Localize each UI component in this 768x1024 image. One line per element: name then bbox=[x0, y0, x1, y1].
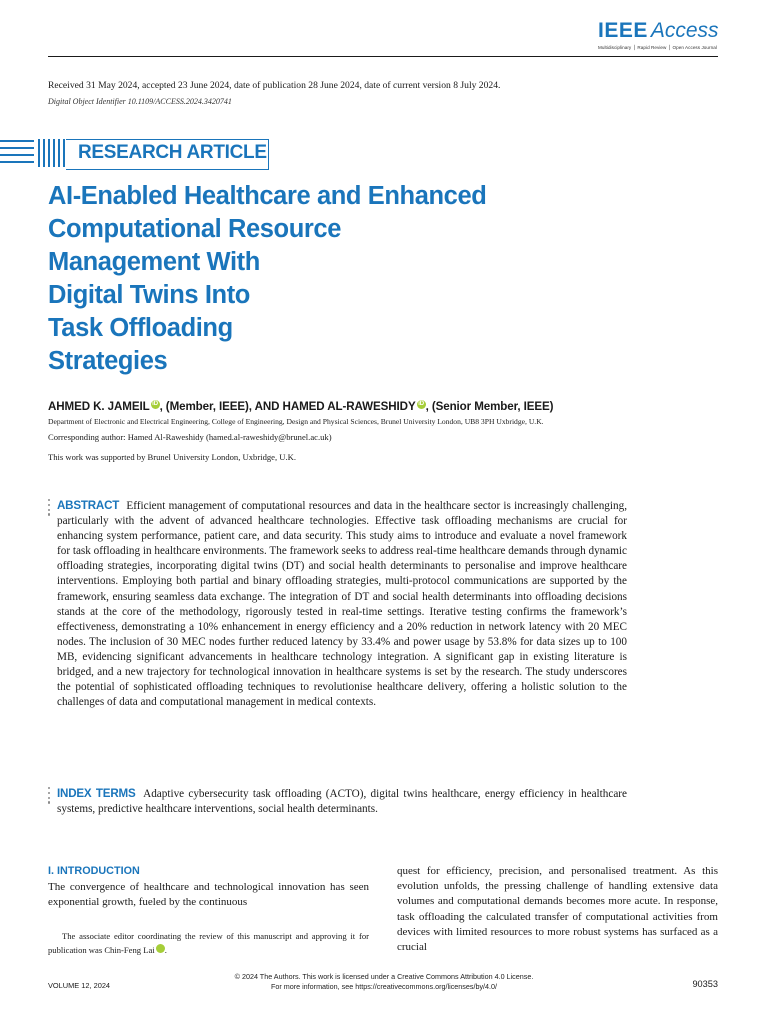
page-number: 90353 bbox=[692, 979, 718, 989]
corresponding-author: Corresponding author: Hamed Al-Raweshidy (hamed.al-raweshidy@brunel.ac.uk) bbox=[48, 432, 332, 442]
title-line: Management With bbox=[48, 248, 260, 276]
orcid-icon[interactable]: iD bbox=[418, 401, 424, 408]
author-list bbox=[48, 400, 553, 413]
license-link[interactable]: For more information, see https://creativecommons.org/licenses/by/4.0/ bbox=[270, 981, 498, 991]
section-heading: I. INTRODUCTION bbox=[48, 865, 140, 877]
article-type-label: RESEARCH ARTICLE bbox=[78, 142, 267, 163]
editor-footnote: The associate editor coordinating the review of this manuscript and approving it for publication was Chin-Feng Lai iD. bbox=[48, 931, 369, 955]
index-terms-dots bbox=[48, 787, 52, 806]
received-dates: Received 31 May 2024, accepted 23 June 2024, date of publication 28 June 2024, date of current version 8 July 2024. bbox=[48, 80, 501, 91]
banner-stripes bbox=[0, 139, 70, 169]
volume-label: VOLUME 12, 2024 bbox=[48, 981, 111, 990]
license-line: © 2024 The Authors. This work is licensed under a Creative Commons Attribution 4.0 License. bbox=[234, 972, 534, 981]
logo-product: Access bbox=[650, 19, 719, 42]
title-line: Task Offloading bbox=[48, 314, 233, 342]
author-name: AHMED K. JAMEIL bbox=[48, 400, 150, 413]
abstract bbox=[57, 498, 627, 710]
index-terms bbox=[57, 786, 627, 817]
title-line: Digital Twins Into bbox=[48, 281, 250, 309]
intro-column-right: quest for efficiency, precision, and personalised treatment. As this evolution unfolds, the pressing challenge of handling extensive data volumes and computational demands becomes more acute. In response, task offloading the calculated transfer of computational activities from devices with limited resources to more robust systems has surfaced as a crucial bbox=[397, 865, 718, 954]
footnote-text: The associate editor coordinating the review of this manuscript and approving it for publication was Chin-Feng Lai bbox=[48, 931, 369, 955]
funding-note: This work was supported by Brunel University London, Uxbridge, U.K. bbox=[48, 452, 296, 462]
affiliation: Department of Electronic and Electrical Engineering, College of Engineering, Design and Physical Sciences, Brunel University London, UB8 3PH Uxbridge, U.K. bbox=[48, 417, 544, 426]
title-line: Computational Resource bbox=[48, 215, 341, 243]
abstract-text: Efficient management of computational resources and data in the healthcare sector is increasingly challenging, particularly with the advent of advanced healthcare technologies. Effective task offloading mechanisms are crucial for enhancing system performance, patient care, and data security. This study aims to introduce and evaluate a novel framework for task offloading in healthcare environments. The framework seeks to address real-time healthcare demands through dynamic offloading strategies, incorporating digital twins (DT) and social health determinants to personalise and improve healthcare interventions. Employing both partial and binary offloading strategies, multi-protocol communications are supported by the framework, ensuring seamless data exchange. The integration of DT and social health determinants into offloading decisions stands at the core of the methodology, rigorously tested in real-time settings. Iterative testing confirms the framework’s effectiveness, demonstrating a 10% enhancement in energy efficiency and a 20% reduction in network latency with 20 MEC nodes. The inclusion of 30 MEC nodes further reduced latency by 33.4% and power usage by 53.8% for data sizes up to 100 MB, evidencing significant advancements in healthcare technology integration. A significant gap in existing literature is bridged, and a new trajectory for technological innovation in healthcare systems is set by the research. The study underscores the potential of sophisticated offloading techniques to revolutionise healthcare delivery, offering a holistic solution to the challenges of data and computational management in medical contexts. bbox=[57, 500, 627, 709]
logo-tagline: Multidisciplinary ⎪ Rapid Review ⎪ Open Access Journal bbox=[598, 45, 717, 50]
author-name: , (Member, IEEE), AND HAMED AL-RAWESHIDY bbox=[159, 400, 416, 413]
logo-brand: IEEE bbox=[598, 19, 648, 42]
paper-title bbox=[48, 180, 508, 378]
license-note bbox=[160, 972, 608, 991]
index-terms-label: INDEX TERMS bbox=[57, 787, 136, 800]
header-rule bbox=[48, 56, 718, 57]
doi[interactable]: Digital Object Identifier 10.1109/ACCESS.2024.3420741 bbox=[48, 97, 232, 106]
title-line: Strategies bbox=[48, 347, 168, 375]
index-terms-text: Adaptive cybersecurity task offloading (ACTO), digital twins healthcare, energy efficiency in healthcare systems, predictive healthcare interventions, social health determinants. bbox=[57, 788, 627, 816]
abstract-dots bbox=[48, 499, 52, 518]
author-role: , (Senior Member, IEEE) bbox=[425, 400, 554, 413]
orcid-icon[interactable]: iD bbox=[152, 401, 158, 408]
journal-logo bbox=[598, 19, 719, 51]
abstract-label: ABSTRACT bbox=[57, 499, 120, 512]
orcid-icon[interactable]: iD bbox=[156, 944, 165, 953]
intro-column-left: The convergence of healthcare and technological innovation has seen exponential growth, fueled by the continuous bbox=[48, 881, 369, 909]
title-line: AI-Enabled Healthcare and Enhanced bbox=[48, 182, 487, 210]
